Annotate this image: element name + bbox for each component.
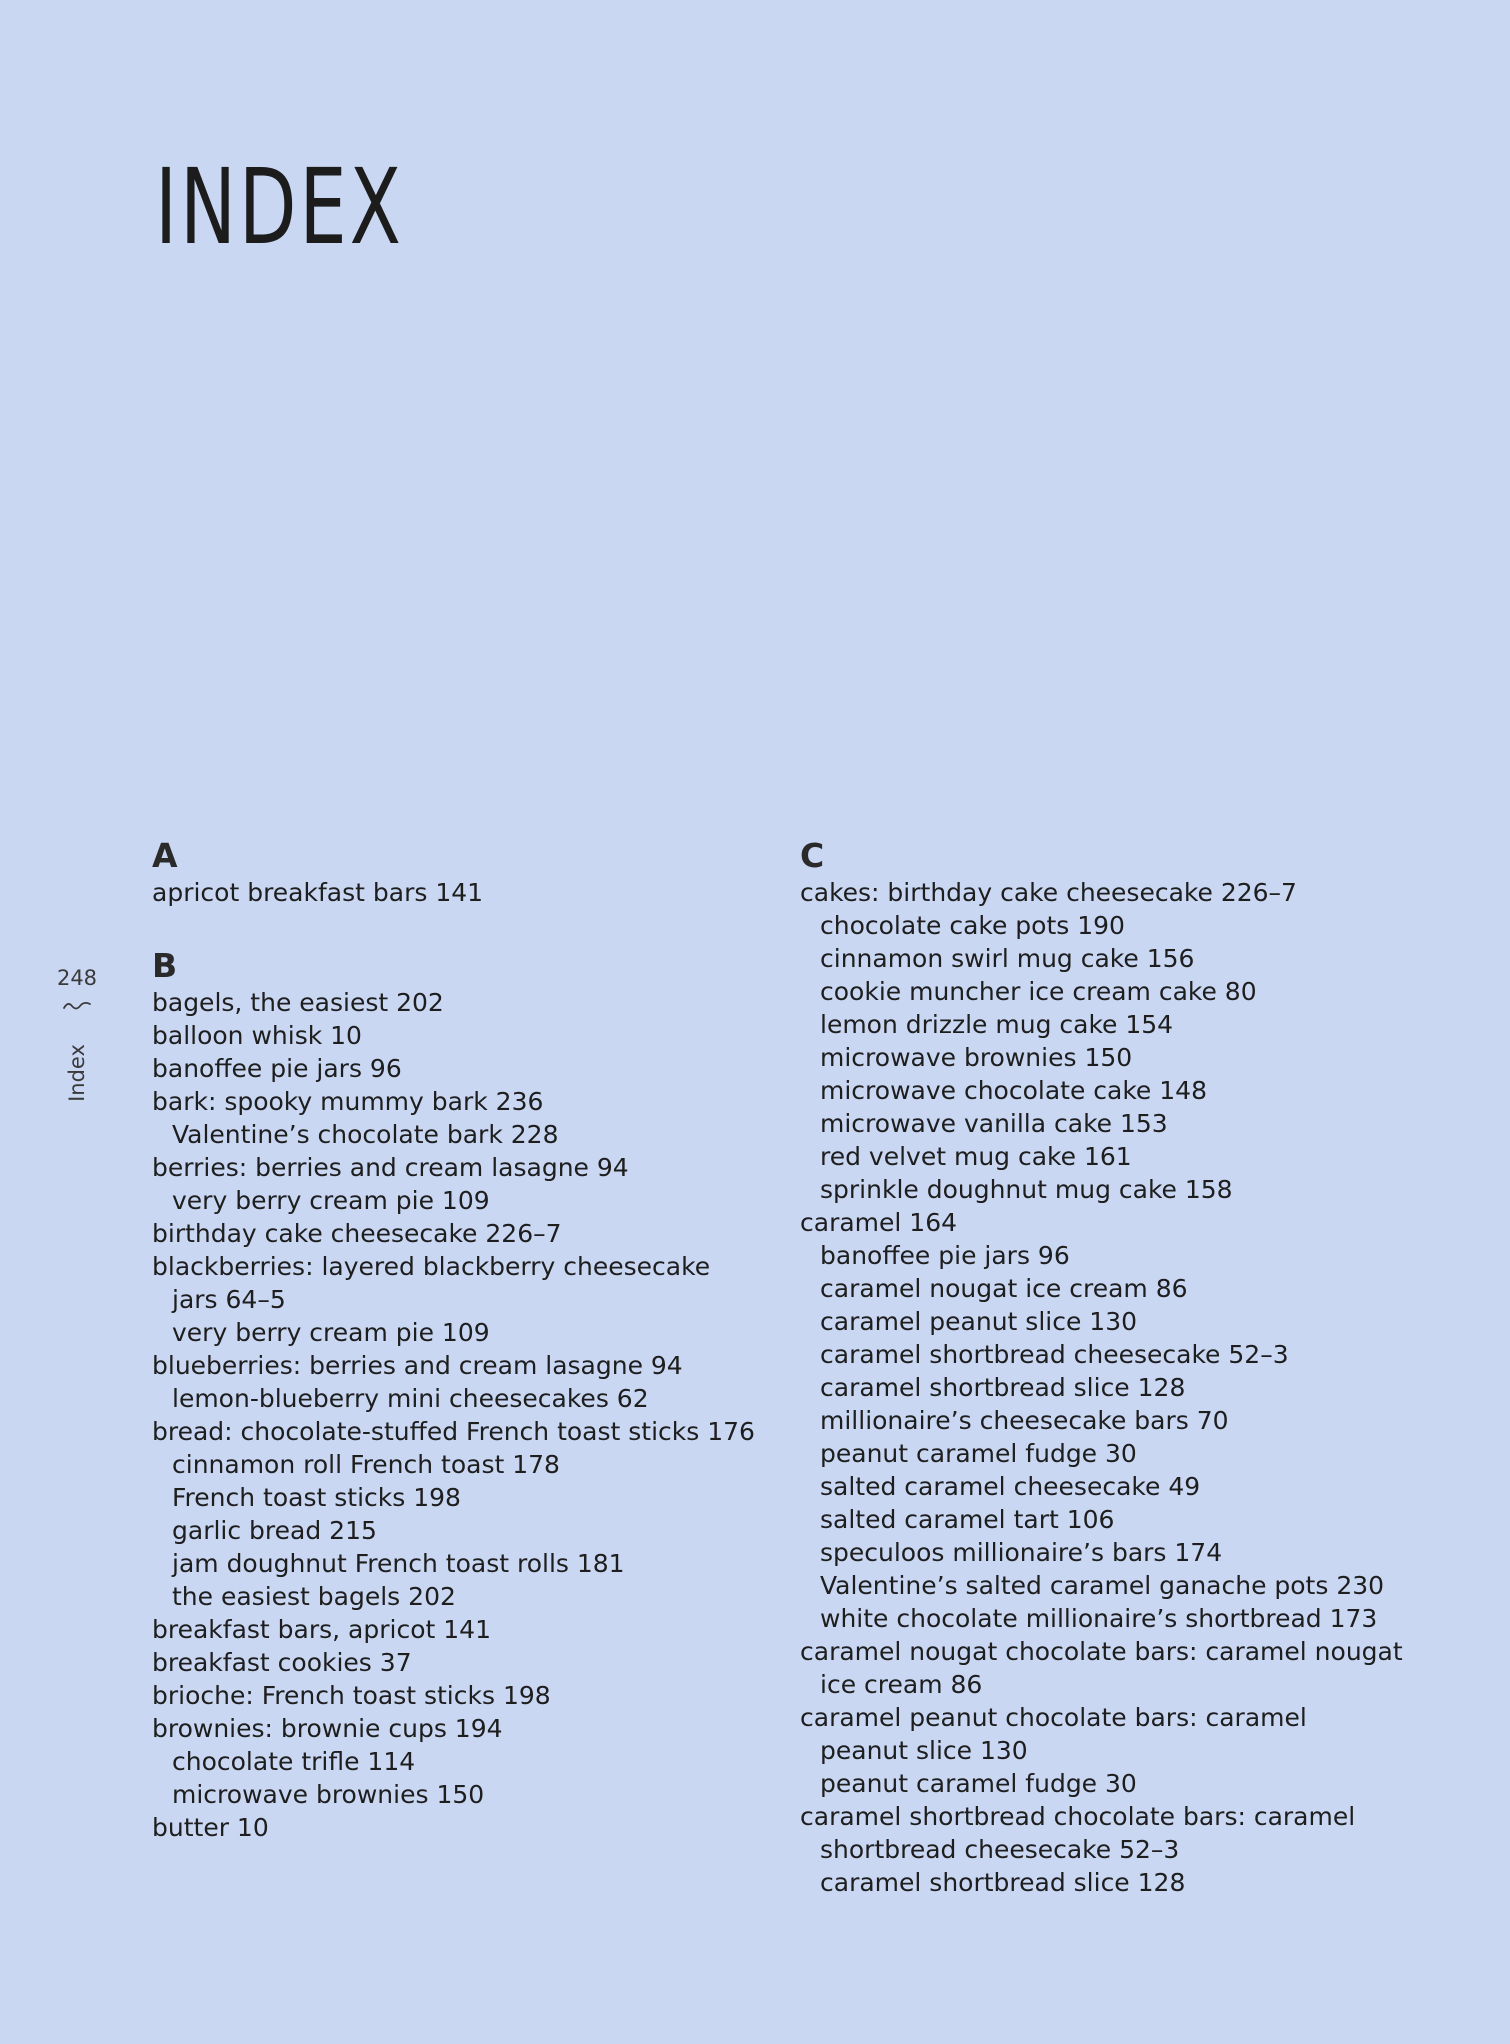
index-subentry: shortbread cheesecake 52–3 — [820, 1835, 1180, 1864]
index-entry: bagels, the easiest 202 — [152, 988, 444, 1017]
index-subentry: peanut caramel fudge 30 — [820, 1769, 1137, 1798]
index-subentry: caramel peanut slice 130 — [820, 1307, 1138, 1336]
index-entry: breakfast cookies 37 — [152, 1648, 412, 1677]
page-title: INDEX — [155, 146, 404, 268]
index-entry: butter 10 — [152, 1813, 269, 1842]
index-subentry: Valentine’s chocolate bark 228 — [172, 1120, 559, 1149]
index-entry: blueberries: berries and cream lasagne 94 — [152, 1351, 683, 1380]
index-entry: balloon whisk 10 — [152, 1021, 362, 1050]
index-subentry: peanut caramel fudge 30 — [820, 1439, 1137, 1468]
index-subentry: speculoos millionaire’s bars 174 — [820, 1538, 1223, 1567]
index-subentry: salted caramel cheesecake 49 — [820, 1472, 1201, 1501]
index-subentry: peanut slice 130 — [820, 1736, 1028, 1765]
index-subentry: chocolate trifle 114 — [172, 1747, 416, 1776]
index-subentry: the easiest bagels 202 — [172, 1582, 456, 1611]
index-subentry: very berry cream pie 109 — [172, 1318, 490, 1347]
index-subentry: microwave chocolate cake 148 — [820, 1076, 1207, 1105]
wave-squiggle-icon — [62, 999, 92, 1013]
index-subentry: sprinkle doughnut mug cake 158 — [820, 1175, 1233, 1204]
index-subentry: lemon-blueberry mini cheesecakes 62 — [172, 1384, 649, 1413]
index-entry: banoffee pie jars 96 — [152, 1054, 402, 1083]
index-entry: apricot breakfast bars 141 — [152, 878, 484, 907]
index-column-right — [800, 836, 1403, 1936]
index-entry: breakfast bars, apricot 141 — [152, 1615, 491, 1644]
index-subentry: microwave vanilla cake 153 — [820, 1109, 1168, 1138]
index-entry: birthday cake cheesecake 226–7 — [152, 1219, 562, 1248]
index-subentry: jars 64–5 — [172, 1285, 286, 1314]
section-letter: B — [152, 946, 178, 985]
section-label-text: Index — [65, 1044, 89, 1102]
index-subentry: caramel shortbread slice 128 — [820, 1868, 1186, 1897]
index-subentry: white chocolate millionaire’s shortbread 173 — [820, 1604, 1378, 1633]
index-subentry: salted caramel tart 106 — [820, 1505, 1115, 1534]
index-subentry: banoffee pie jars 96 — [820, 1241, 1070, 1270]
index-subentry: French toast sticks 198 — [172, 1483, 461, 1512]
page-number: 248 — [56, 966, 98, 990]
index-entry: caramel nougat chocolate bars: caramel nougat — [800, 1637, 1403, 1666]
index-subentry: garlic bread 215 — [172, 1516, 377, 1545]
index-section — [152, 836, 742, 909]
index-subentry: microwave brownies 150 — [172, 1780, 485, 1809]
index-entry: caramel peanut chocolate bars: caramel — [800, 1703, 1307, 1732]
index-subentry: chocolate cake pots 190 — [820, 911, 1125, 940]
index-entry: bark: spooky mummy bark 236 — [152, 1087, 544, 1116]
index-subentry: microwave brownies 150 — [820, 1043, 1133, 1072]
index-entry: caramel shortbread chocolate bars: caramel — [800, 1802, 1356, 1831]
index-entry: bread: chocolate-stuffed French toast sticks 176 — [152, 1417, 755, 1446]
index-entry: caramel 164 — [800, 1208, 958, 1237]
section-label — [52, 1040, 102, 1106]
index-section — [800, 836, 1403, 1899]
index-entry: cakes: birthday cake cheesecake 226–7 — [800, 878, 1297, 907]
index-subentry: ice cream 86 — [820, 1670, 983, 1699]
section-letter: A — [152, 836, 178, 875]
index-subentry: caramel shortbread slice 128 — [820, 1373, 1186, 1402]
index-subentry: cinnamon roll French toast 178 — [172, 1450, 560, 1479]
index-entry: brioche: French toast sticks 198 — [152, 1681, 551, 1710]
index-subentry: cookie muncher ice cream cake 80 — [820, 977, 1257, 1006]
index-entry: blackberries: layered blackberry cheesecake — [152, 1252, 711, 1281]
page-margin-marker — [52, 968, 102, 1013]
index-entry: berries: berries and cream lasagne 94 — [152, 1153, 629, 1182]
index-subentry: cinnamon swirl mug cake 156 — [820, 944, 1195, 973]
index-subentry: very berry cream pie 109 — [172, 1186, 490, 1215]
index-entry: brownies: brownie cups 194 — [152, 1714, 503, 1743]
index-section — [152, 946, 755, 1844]
index-subentry: red velvet mug cake 161 — [820, 1142, 1132, 1171]
index-column-left — [152, 836, 755, 1881]
index-subentry: lemon drizzle mug cake 154 — [820, 1010, 1174, 1039]
index-subentry: millionaire’s cheesecake bars 70 — [820, 1406, 1229, 1435]
section-letter: C — [800, 836, 825, 875]
index-subentry: caramel nougat ice cream 86 — [820, 1274, 1188, 1303]
index-subentry: jam doughnut French toast rolls 181 — [172, 1549, 625, 1578]
index-subentry: caramel shortbread cheesecake 52–3 — [820, 1340, 1289, 1369]
index-subentry: Valentine’s salted caramel ganache pots 230 — [820, 1571, 1385, 1600]
